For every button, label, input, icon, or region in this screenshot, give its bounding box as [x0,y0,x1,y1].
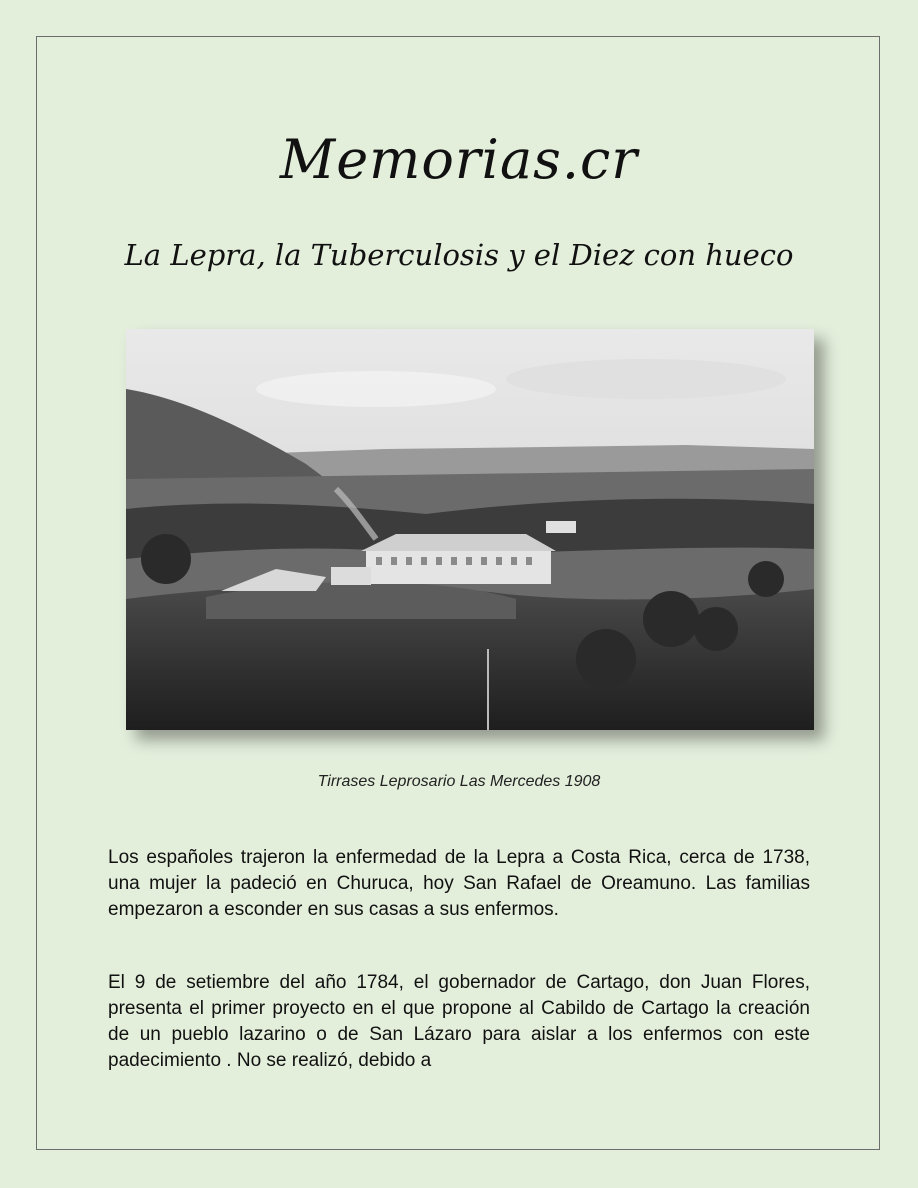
leprosarium-photo-illustration [126,329,814,730]
photo-caption: Tirrases Leprosario Las Mercedes 1908 [317,773,601,790]
paragraph: El 9 de setiembre del año 1784, el gobernador de Cartago, don Juan Flores, presenta el primer proyecto en el que propone al Cabildo de Cartago la creación de un pueblo lazarino o de San Lázaro para aislar a los enfermos con este padecimiento . No se realizó, debido a [108,972,810,1071]
paragraph: Los españoles trajeron la enfermedad de la Lepra a Costa Rica, cerca de 1738, una mujer la padeció en Churuca, hoy San Rafael de Oreamuno. Las familias empezaron a esconder en sus casas a sus enfermos. [108,847,810,920]
page-subtitle: La Lepra, la Tuberculosis y el Diez con hueco [124,238,794,272]
page-title: Memorias.cr [279,128,639,191]
historic-photo [126,329,814,730]
